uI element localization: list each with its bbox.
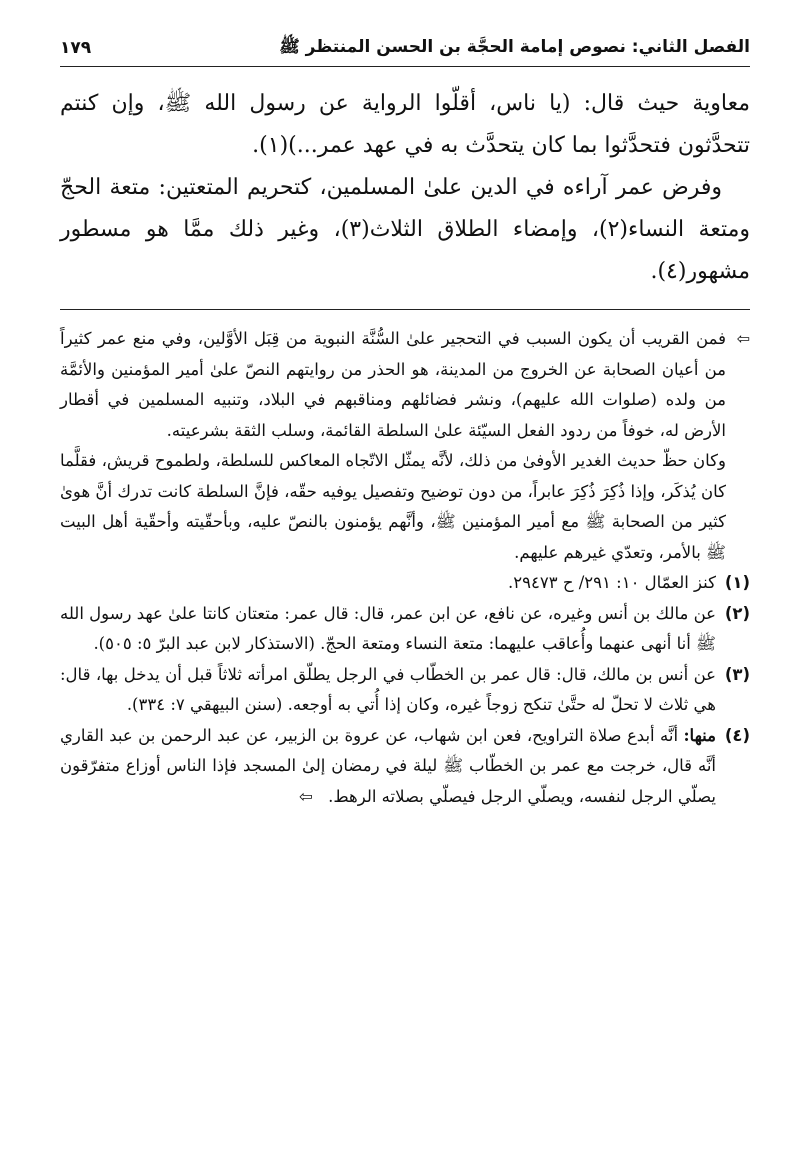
continuation-paragraph: فمن القريب أن يكون السبب في التحجير علىٰ السُّنَّة النبوية من قِبَل الأوَّلين، وفي منع عمر كثيراً من أعيان الصحابة عن الخروج من المدينة، هو الحذر من روايتهم النصّ علىٰ أمير المؤمنين والأئمَّة من ولده (صلوات الله عليهم)، ونشر فضائلهم ومناقبهم في البلاد، وتنبيه المسلمين في أقطار الأرض له، خوفاً من ردود الفعل السيّئة علىٰ السلطة القائمة، وسلب الثقة بشرعيته. bbox=[60, 329, 726, 440]
continued-arrow-icon: ⇦ bbox=[299, 786, 313, 806]
footnote-label: منها: bbox=[683, 725, 716, 745]
footnote-4 bbox=[60, 721, 750, 813]
continuation-paragraph: وكان حظّ حديث الغدير الأوفىٰ من ذلك، لأنَّه يمثّل الاتّجاه المعاكس للسلطة، ولطموح قريش، فقلَّما كان يُذكَر، وإذا ذُكِرَ ذُكِرَ عابراً، من دون توضيح وتفصيل يوفيه حقّه، فإنَّ السلطة كانت تدرك أنَّ هوىٰ كثير من الصحابة ﷺ مع أمير المؤمنين ﷺ، وأنَّهم يؤمنون بالنصّ عليه، وبأحقّيته وأحقّية أهل البيت ﷺ بالأمر، وتعدّي غيرهم عليهم. bbox=[60, 451, 726, 562]
footnote-number: (٣) bbox=[724, 664, 750, 684]
footnote-continuation bbox=[60, 324, 750, 568]
continuation-arrow-icon: ⇦ bbox=[736, 329, 750, 348]
main-paragraph: وفرض عمر آراءه في الدين علىٰ المسلمين، كتحريم المتعتين: متعة الحجّ ومتعة النساء(٢)، وإمضاء الطلاق الثلاث(٣)، وغير ذلك ممَّا هو مسطور مشهور(٤). bbox=[60, 175, 750, 284]
footnote-number: (١) bbox=[724, 573, 750, 592]
footnote-text: أنَّه أبدع صلاة التراويح، فعن ابن شهاب، عن عروة بن الزبير، عن عبد الرحمن بن عبد القاري أنَّه قال، خرجت مع عمر بن الخطّاب ﷺ ليلة في رمضان إلىٰ المسجد فإذا الناس أوزاع متفرّقون يصلّي الرجل لنفسه، ويصلّي الرجل فيصلّي بصلاته الرهط. bbox=[60, 725, 716, 806]
footnote-text: كنز العمّال ١٠: ٢٩١/ ح ٢٩٤٧٣. bbox=[508, 573, 716, 592]
book-page bbox=[60, 30, 750, 1140]
footnotes-section bbox=[60, 324, 750, 812]
footnote-number: (٢) bbox=[724, 603, 750, 623]
footnote-3 bbox=[60, 660, 750, 721]
footnote-separator bbox=[60, 309, 750, 310]
footnote-text: عن مالك بن أنس وغيره، عن نافع، عن ابن عمر، قال: قال عمر: متعتان كانتا علىٰ عهد رسول الله ﷺ أنا أنهى عنهما وأُعاقب عليهما: متعة النساء ومتعة الحجّ. (الاستذكار لابن عبد البرّ ٥: ٥٠٥). bbox=[60, 603, 716, 653]
footnote-2 bbox=[60, 599, 750, 660]
running-header bbox=[60, 30, 750, 67]
footnote-number: (٤) bbox=[724, 725, 750, 745]
footnote-1 bbox=[60, 568, 750, 599]
page-number: ١٧٩ bbox=[60, 38, 92, 58]
footnote-text: عن أنس بن مالك، قال: قال عمر بن الخطّاب في الرجل يطلّق امرأته ثلاثاً قبل أن يدخل بها، قال: هي ثلاث لا تحلّ له حتَّىٰ تنكح زوجاً غيره، وكان إذا أُتي به أوجعه. (سنن البيهقي ٧: ٣٣٤). bbox=[60, 664, 716, 714]
chapter-title: الفصل الثاني: نصوص إمامة الحجَّة بن الحسن المنتظر ﷺ bbox=[279, 36, 750, 57]
main-text bbox=[60, 83, 750, 293]
main-paragraph: معاوية حيث قال: (يا ناس، أقلّوا الرواية عن رسول الله ﷺ، وإن كنتم تتحدَّثون فتحدَّثوا بما كان يتحدَّث به في عهد عمر...)(١). bbox=[60, 91, 750, 158]
